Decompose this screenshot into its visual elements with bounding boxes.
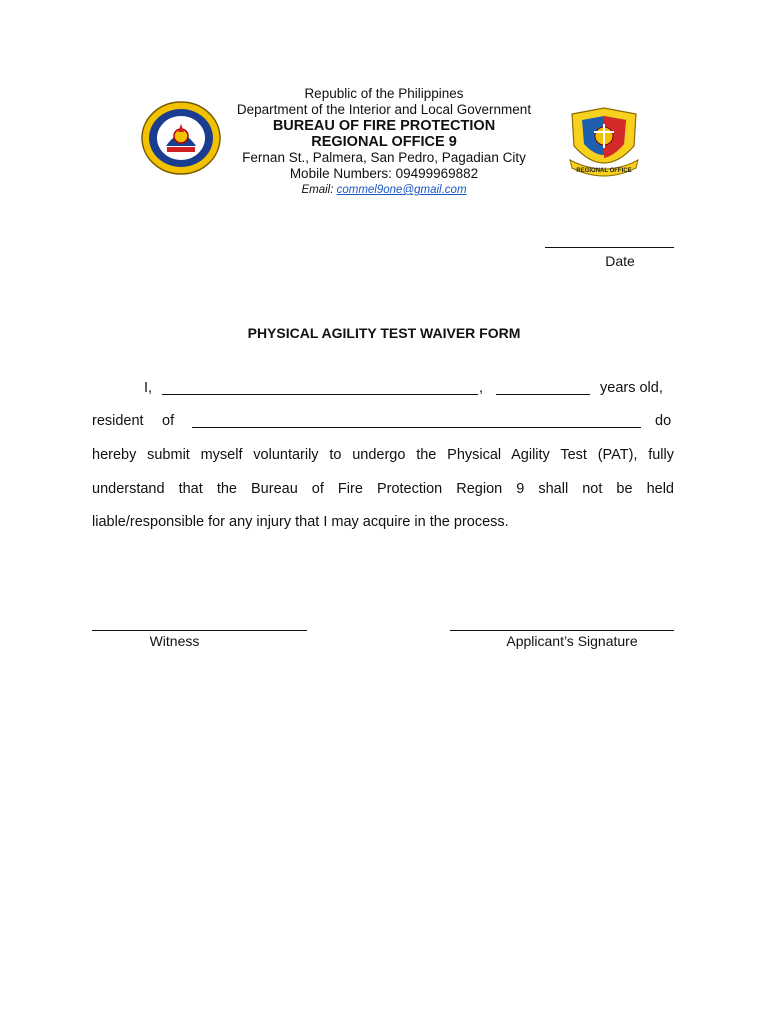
body-resident: resident bbox=[92, 413, 144, 429]
body-do: do bbox=[655, 413, 672, 429]
date-signature-line[interactable] bbox=[545, 247, 674, 248]
emblem-banner-text: REGIONAL OFFICE bbox=[576, 168, 632, 174]
body-of: of bbox=[162, 413, 175, 429]
regional-office-emblem-icon bbox=[562, 106, 646, 182]
department-line: Department of the Interior and Local Government bbox=[236, 102, 532, 117]
agency-name: BUREAU OF FIRE PROTECTION bbox=[272, 118, 496, 134]
date-label: Date bbox=[605, 253, 635, 269]
residence-blank-field[interactable] bbox=[192, 427, 641, 428]
witness-signature-line[interactable] bbox=[92, 630, 307, 631]
email-link[interactable]: commel9one@gmail.com bbox=[336, 184, 467, 196]
applicant-signature-label: Applicant’s Signature bbox=[506, 633, 638, 649]
body-years-old: years old, bbox=[600, 380, 663, 396]
age-blank-field[interactable] bbox=[496, 394, 590, 395]
body-line-4: understand that the Bureau of Fire Protection Region 9 shall not be held bbox=[92, 481, 674, 497]
email-line bbox=[200, 182, 568, 198]
office-name: REGIONAL OFFICE 9 bbox=[311, 134, 457, 150]
body-line-3: hereby submit myself voluntarily to undergo the Physical Agility Test (PAT), fully bbox=[92, 447, 674, 463]
email-label: Email: bbox=[301, 184, 334, 196]
mobile-line: Mobile Numbers: 09499969882 bbox=[289, 166, 479, 181]
body-comma: , bbox=[479, 380, 484, 396]
body-line-1 bbox=[92, 380, 674, 400]
witness-label: Witness bbox=[149, 633, 200, 649]
letterhead bbox=[200, 86, 568, 198]
body-line-5: liable/responsible for any injury that I may acquire in the process. bbox=[92, 514, 509, 530]
body-line-2 bbox=[92, 413, 674, 433]
body-i: I, bbox=[144, 380, 153, 396]
form-title: PHYSICAL AGILITY TEST WAIVER FORM bbox=[247, 325, 521, 341]
address-line: Fernan St., Palmera, San Pedro, Pagadian City bbox=[242, 150, 526, 165]
republic-line: Republic of the Philippines bbox=[304, 86, 464, 101]
name-blank-field[interactable] bbox=[162, 394, 478, 395]
applicant-signature-line[interactable] bbox=[450, 630, 674, 631]
